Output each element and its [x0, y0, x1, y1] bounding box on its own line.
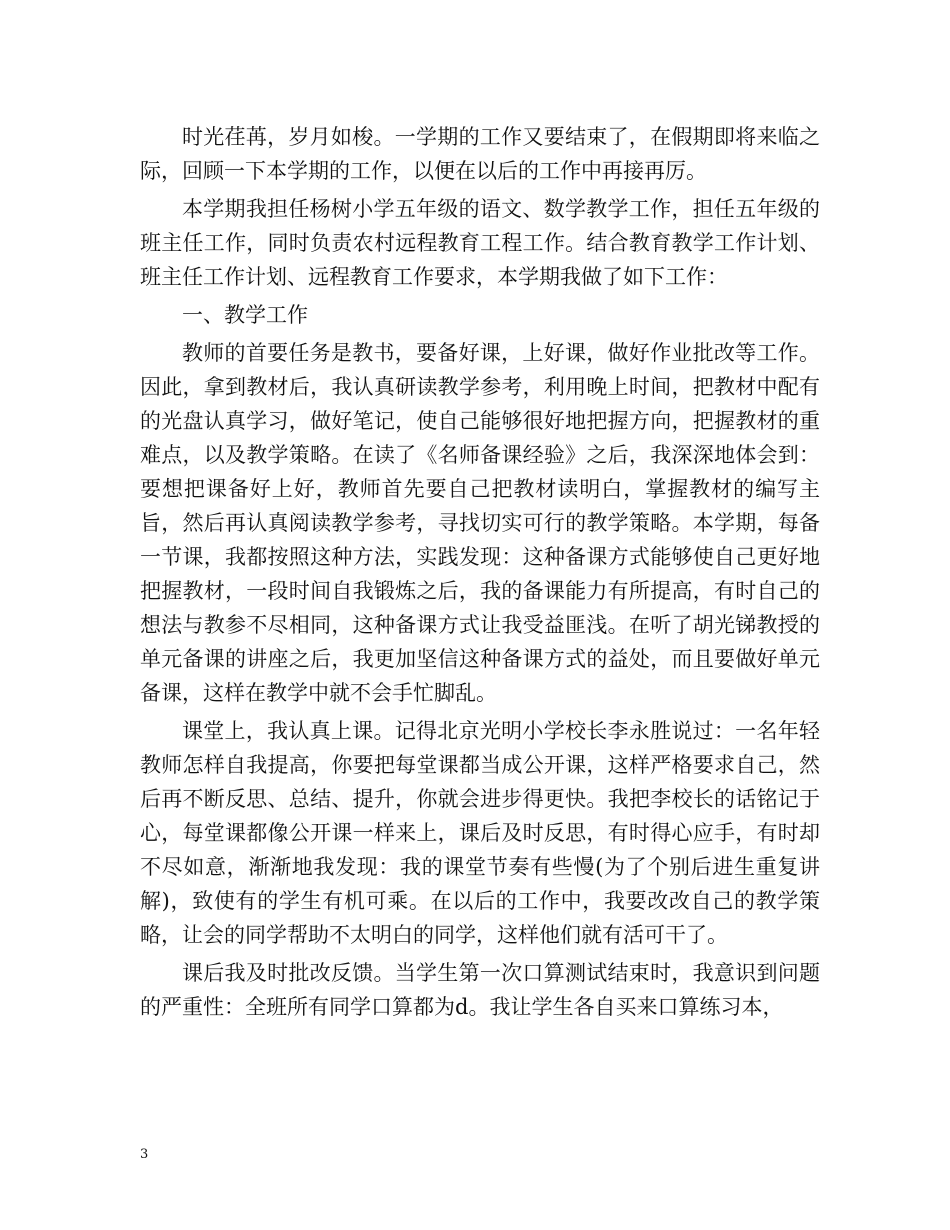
paragraph-classroom: 课堂上，我认真上课。记得北京光明小学校长李永胜说过：一名年轻教师怎样自我提高，你要把每堂课都当成公开课，这样严格要求自己，然后再不断反思、总结、提升，你就会进步得更快。我把李校长的话铭记于心，每堂课都像公开课一样来上，课后及时反思，有时得心应手，有时却不尽如意，渐渐地我发现：我的课堂节奏有些慢(为了个别后进生重复讲解)，致使有的学生有机可乘。在以后的工作中，我要改改自己的教学策略，让会的同学帮助不太明白的同学，这样他们就有活可干了。 [140, 719, 820, 947]
document-body [140, 120, 820, 1024]
paragraph-intro: 时光荏苒，岁月如梭。一学期的工作又要结束了，在假期即将来临之际，回顾一下本学期的工作，以便在以后的工作中再接再厉。 [140, 125, 820, 183]
paragraph-lesson-prep: 教师的首要任务是教书，要备好课，上好课，做好作业批改等工作。因此，拿到教材后，我认真研读教学参考，利用晚上时间，把教材中配有的光盘认真学习，做好笔记，使自己能够很好地把握方向，把握教材的重难点，以及教学策略。在读了《名师备课经验》之后，我深深地体会到：要想把课备好上好，教师首先要自己把教材读明白，掌握教材的编写主旨，然后再认真阅读教学参考，寻找切实可行的教学策略。本学期，每备一节课，我都按照这种方法，实践发现：这种备课方式能够使自己更好地把握教材，一段时间自我锻炼之后，我的备课能力有所提高，有时自己的想法与教参不尽相同，这种备课方式让我受益匪浅。在听了胡光锑教授的单元备课的讲座之后，我更加坚信这种备课方式的益处，而且要做好单元备课，这样在教学中就不会手忙脚乱。 [140, 341, 820, 705]
paragraph-feedback: 课后我及时批改反馈。当学生第一次口算测试结束时，我意识到问题的严重性：全班所有同学口算都为d。我让学生各自买来口算练习本， [140, 961, 820, 1019]
paragraph-duties: 本学期我担任杨树小学五年级的语文、数学教学工作，担任五年级的班主任工作，同时负责农村远程教育工程工作。结合教育教学工作计划、班主任工作计划、远程教育工作要求，本学期我做了如下工作： [140, 197, 820, 289]
section-heading-teaching: 一、教学工作 [182, 303, 308, 327]
page-number: 3 [140, 1147, 149, 1162]
